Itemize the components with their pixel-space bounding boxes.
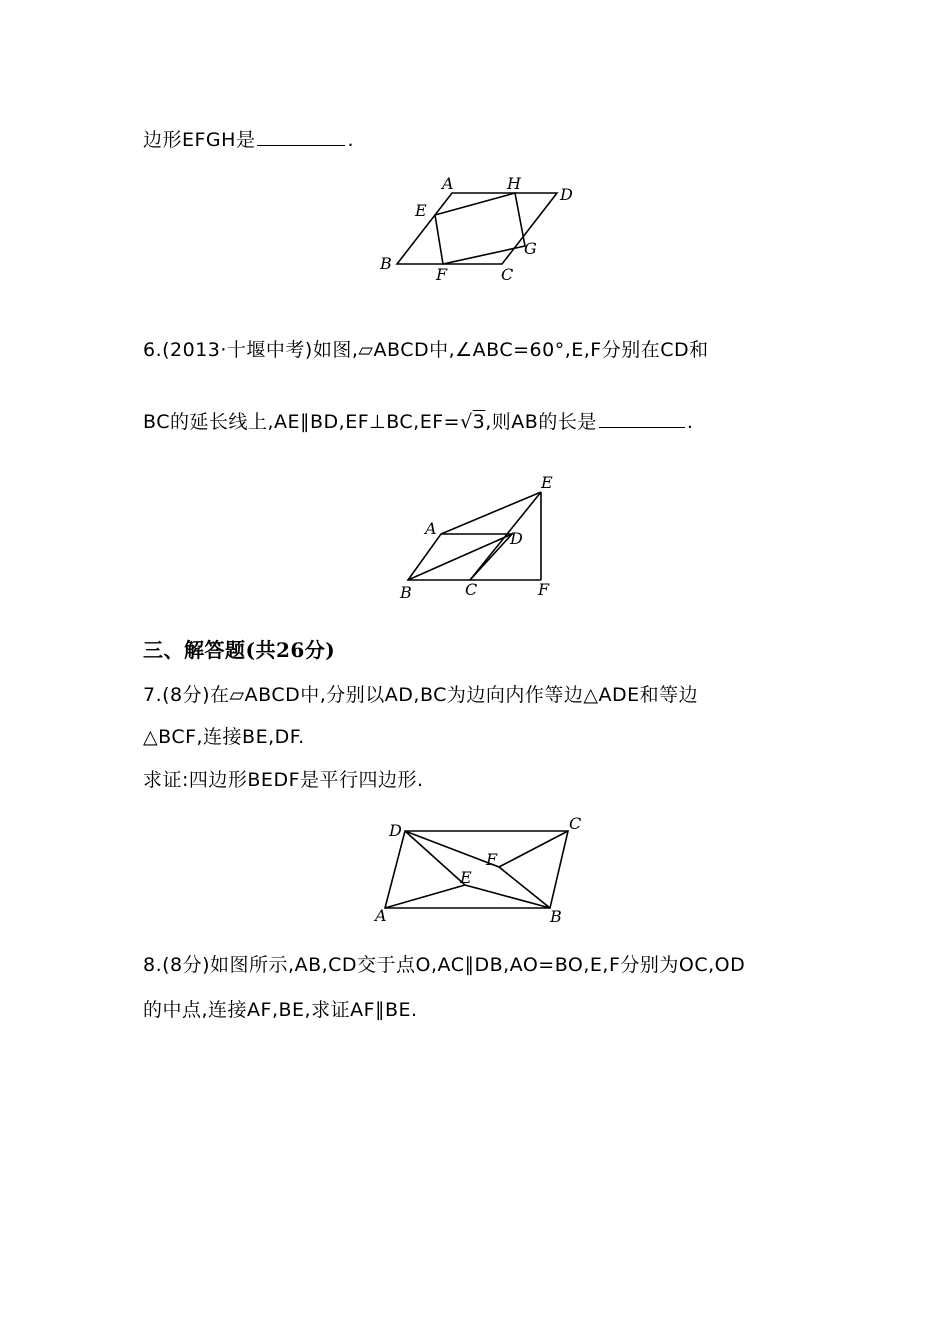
q6-line2-b: ,则AB的长是 <box>485 411 597 433</box>
q5-tail-text: 边形EFGH是 <box>143 129 256 151</box>
label-E: E <box>460 868 472 887</box>
q5-tail-line <box>143 128 354 152</box>
parallelogram-abcd <box>385 831 568 908</box>
label-C: C <box>501 265 514 284</box>
segment-fc <box>499 831 568 867</box>
sqrt-3: √3 <box>460 411 486 433</box>
figure-parallelogram-abcd-extended <box>395 472 575 607</box>
label-A: A <box>442 174 454 193</box>
q7-line1: 7.(8分)在▱ABCD中,分别以AD,BC为边向内作等边△ADE和等边 <box>143 684 699 706</box>
label-H: H <box>507 174 521 193</box>
label-B: B <box>400 583 412 602</box>
q6-line1: 6.(2013·十堰中考)如图,▱ABCD中,∠ABC=60°,E,F分别在CD和 <box>143 339 709 361</box>
label-B: B <box>550 907 562 926</box>
q8-line1: 8.(8分)如图所示,AB,CD交于点O,AC∥DB,AO=BO,E,F分别为OC,OD <box>143 954 746 976</box>
segment-ae <box>385 885 465 908</box>
label-F: F <box>486 850 498 869</box>
answer-blank[interactable] <box>599 424 685 428</box>
figure-parallelogram-efgh <box>370 168 590 288</box>
figure-parallelogram-bedf <box>373 815 603 930</box>
sqrt-radicand: 3 <box>472 411 486 433</box>
label-D: D <box>389 821 402 840</box>
label-G: G <box>524 239 537 258</box>
label-A: A <box>425 519 437 538</box>
q6-end: . <box>686 411 694 433</box>
label-F: F <box>436 265 448 284</box>
answer-blank[interactable] <box>257 142 345 146</box>
section-heading: 三、解答题(共26分) <box>143 638 336 662</box>
q6-line2 <box>143 410 693 434</box>
label-D: D <box>560 185 573 204</box>
label-C: C <box>465 580 478 599</box>
label-E: E <box>415 201 427 220</box>
segment-de <box>470 492 541 580</box>
q7-line2: △BCF,连接BE,DF. <box>143 726 305 748</box>
label-B: B <box>380 254 392 273</box>
label-F: F <box>538 580 550 599</box>
q5-tail-end: . <box>347 129 354 151</box>
label-A: A <box>375 906 387 925</box>
q8-line2: 的中点,连接AF,BE,求证AF∥BE. <box>143 999 418 1021</box>
q6-line2-a: BC的延长线上,AE∥BD,EF⊥BC,EF= <box>143 411 461 433</box>
label-D: D <box>510 529 523 548</box>
label-C: C <box>569 814 582 833</box>
label-E: E <box>541 473 553 492</box>
inner-quadrilateral <box>435 193 525 264</box>
q7-line3: 求证:四边形BEDF是平行四边形. <box>143 769 424 791</box>
segment-ae <box>441 492 541 534</box>
